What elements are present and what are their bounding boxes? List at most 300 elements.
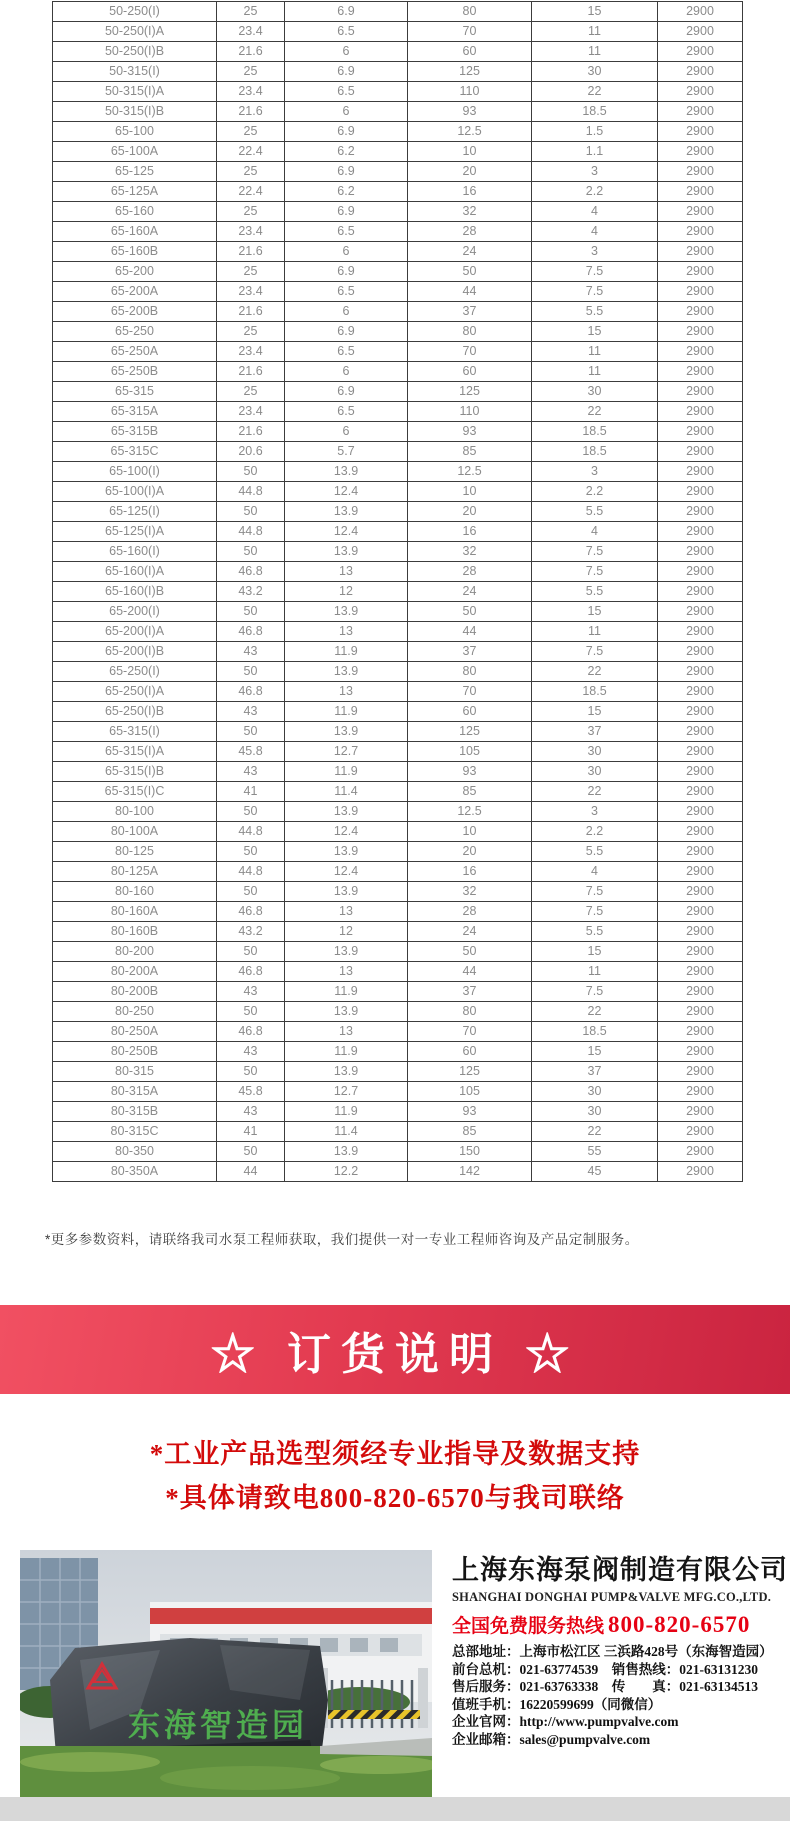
value-cell: 70 (408, 342, 532, 362)
value-cell: 20 (408, 162, 532, 182)
value-cell: 11.9 (285, 982, 408, 1002)
table-row (53, 562, 743, 582)
value-cell: 41 (217, 782, 285, 802)
table-row (53, 762, 743, 782)
value-cell: 60 (408, 702, 532, 722)
table-row (53, 542, 743, 562)
model-cell: 50-250(I) (53, 2, 217, 22)
value-cell: 25 (217, 322, 285, 342)
value-cell: 2900 (658, 122, 743, 142)
value-cell: 10 (408, 142, 532, 162)
value-cell: 2900 (658, 682, 743, 702)
model-cell: 65-250B (53, 362, 217, 382)
value-cell: 2900 (658, 82, 743, 102)
value-cell: 13 (285, 962, 408, 982)
value-cell: 2900 (658, 602, 743, 622)
model-cell: 65-250(I)B (53, 702, 217, 722)
value-cell: 13.9 (285, 462, 408, 482)
value-cell: 15 (532, 1042, 658, 1062)
value-cell: 30 (532, 762, 658, 782)
model-cell: 65-125 (53, 162, 217, 182)
table-row (53, 442, 743, 462)
value-cell: 2900 (658, 982, 743, 1002)
model-cell: 80-200A (53, 962, 217, 982)
model-cell: 80-315A (53, 1082, 217, 1102)
value-cell: 2900 (658, 162, 743, 182)
value-cell: 12.5 (408, 122, 532, 142)
value-cell: 13.9 (285, 1002, 408, 1022)
value-cell: 50 (217, 602, 285, 622)
value-cell: 44 (408, 282, 532, 302)
value-cell: 12.4 (285, 522, 408, 542)
value-cell: 2900 (658, 442, 743, 462)
value-cell: 2900 (658, 662, 743, 682)
table-row (53, 502, 743, 522)
value-cell: 2.2 (532, 182, 658, 202)
value-cell: 43.2 (217, 922, 285, 942)
value-cell: 2900 (658, 722, 743, 742)
value-cell: 12 (285, 922, 408, 942)
value-cell: 2900 (658, 102, 743, 122)
value-cell: 2900 (658, 1162, 743, 1182)
value-cell: 22 (532, 1122, 658, 1142)
value-cell: 24 (408, 582, 532, 602)
value-cell: 50 (217, 942, 285, 962)
table-row (53, 1122, 743, 1142)
model-cell: 80-250A (53, 1022, 217, 1042)
value-cell: 2900 (658, 882, 743, 902)
value-cell: 10 (408, 822, 532, 842)
value-cell: 45.8 (217, 1082, 285, 1102)
value-cell: 15 (532, 602, 658, 622)
value-cell: 2900 (658, 702, 743, 722)
value-cell: 12.4 (285, 822, 408, 842)
value-cell: 6.2 (285, 142, 408, 162)
value-cell: 6 (285, 422, 408, 442)
value-cell: 18.5 (532, 1022, 658, 1042)
table-row (53, 662, 743, 682)
value-cell: 6.5 (285, 22, 408, 42)
value-cell: 2900 (658, 202, 743, 222)
company-detail-line: 值班手机：16220599699（同微信） (452, 1696, 662, 1712)
model-cell: 80-315B (53, 1102, 217, 1122)
table-row (53, 842, 743, 862)
value-cell: 22.4 (217, 182, 285, 202)
table-row (53, 2, 743, 22)
value-cell: 2900 (658, 922, 743, 942)
model-cell: 65-160B (53, 242, 217, 262)
model-cell: 80-315 (53, 1062, 217, 1082)
value-cell: 7.5 (532, 902, 658, 922)
value-cell: 20.6 (217, 442, 285, 462)
value-cell: 21.6 (217, 242, 285, 262)
value-cell: 22 (532, 662, 658, 682)
hotline-number: 800-820-6570 (608, 1612, 751, 1637)
value-cell: 13.9 (285, 942, 408, 962)
company-name-en: SHANGHAI DONGHAI PUMP&VALVE MFG.CO.,LTD. (452, 1590, 772, 1604)
value-cell: 6.5 (285, 222, 408, 242)
value-cell: 37 (532, 1062, 658, 1082)
value-cell: 23.4 (217, 222, 285, 242)
value-cell: 15 (532, 2, 658, 22)
value-cell: 45 (532, 1162, 658, 1182)
table-row (53, 422, 743, 442)
company-detail-line: 售后服务：021-63763338 传 真：021-63134513 (452, 1679, 758, 1694)
value-cell: 46.8 (217, 622, 285, 642)
value-cell: 22 (532, 782, 658, 802)
model-cell: 50-315(I)B (53, 102, 217, 122)
value-cell: 2900 (658, 42, 743, 62)
value-cell: 11.9 (285, 702, 408, 722)
value-cell: 7.5 (532, 262, 658, 282)
value-cell: 2900 (658, 2, 743, 22)
value-cell: 2900 (658, 422, 743, 442)
value-cell: 44.8 (217, 822, 285, 842)
hotline-label: 全国免费服务热线 (452, 1616, 605, 1637)
pump-spec-table (52, 1, 743, 1182)
model-cell: 65-250(I)A (53, 682, 217, 702)
value-cell: 50 (408, 602, 532, 622)
value-cell: 3 (532, 462, 658, 482)
value-cell: 105 (408, 742, 532, 762)
table-row (53, 622, 743, 642)
value-cell: 2900 (658, 282, 743, 302)
model-cell: 50-250(I)A (53, 22, 217, 42)
table-row (53, 102, 743, 122)
value-cell: 2900 (658, 62, 743, 82)
table-row (53, 22, 743, 42)
value-cell: 13.9 (285, 542, 408, 562)
value-cell: 18.5 (532, 442, 658, 462)
value-cell: 125 (408, 382, 532, 402)
value-cell: 11.9 (285, 762, 408, 782)
value-cell: 50 (217, 1002, 285, 1022)
model-cell: 65-315(I) (53, 722, 217, 742)
model-cell: 80-200B (53, 982, 217, 1002)
value-cell: 70 (408, 682, 532, 702)
value-cell: 3 (532, 802, 658, 822)
table-row (53, 722, 743, 742)
value-cell: 2900 (658, 782, 743, 802)
company-detail-line: 企业邮箱：sales@pumpvalve.com (452, 1731, 651, 1747)
model-cell: 65-315A (53, 402, 217, 422)
table-row (53, 862, 743, 882)
company-detail-line: 企业官网：http://www.pumpvalve.com (452, 1714, 679, 1729)
value-cell: 50 (217, 1142, 285, 1162)
value-cell: 50 (217, 842, 285, 862)
table-row (53, 682, 743, 702)
value-cell: 46.8 (217, 902, 285, 922)
table-row (53, 902, 743, 922)
notice-lines (0, 1432, 790, 1520)
value-cell: 16 (408, 182, 532, 202)
value-cell: 50 (217, 462, 285, 482)
model-cell: 65-125A (53, 182, 217, 202)
value-cell: 3 (532, 242, 658, 262)
value-cell: 7.5 (532, 982, 658, 1002)
value-cell: 21.6 (217, 362, 285, 382)
value-cell: 44 (408, 622, 532, 642)
model-cell: 80-250B (53, 1042, 217, 1062)
value-cell: 70 (408, 1022, 532, 1042)
value-cell: 2900 (658, 22, 743, 42)
value-cell: 22 (532, 1002, 658, 1022)
value-cell: 7.5 (532, 282, 658, 302)
value-cell: 2900 (658, 902, 743, 922)
table-row (53, 462, 743, 482)
value-cell: 12.2 (285, 1162, 408, 1182)
model-cell: 65-160(I)B (53, 582, 217, 602)
model-cell: 65-125(I) (53, 502, 217, 522)
value-cell: 2900 (658, 242, 743, 262)
value-cell: 2900 (658, 142, 743, 162)
value-cell: 50 (217, 542, 285, 562)
table-row (53, 282, 743, 302)
value-cell: 32 (408, 882, 532, 902)
value-cell: 50 (217, 502, 285, 522)
value-cell: 6.9 (285, 382, 408, 402)
value-cell: 2900 (658, 1142, 743, 1162)
value-cell: 12 (285, 582, 408, 602)
value-cell: 70 (408, 22, 532, 42)
value-cell: 6 (285, 302, 408, 322)
value-cell: 6.5 (285, 342, 408, 362)
table-row (53, 782, 743, 802)
model-cell: 80-350A (53, 1162, 217, 1182)
value-cell: 37 (532, 722, 658, 742)
value-cell: 23.4 (217, 282, 285, 302)
value-cell: 30 (532, 1102, 658, 1122)
value-cell: 22.4 (217, 142, 285, 162)
value-cell: 1.5 (532, 122, 658, 142)
value-cell: 2900 (658, 382, 743, 402)
table-row (53, 1102, 743, 1122)
value-cell: 32 (408, 542, 532, 562)
value-cell: 12.7 (285, 742, 408, 762)
value-cell: 12.7 (285, 1082, 408, 1102)
value-cell: 50 (217, 662, 285, 682)
value-cell: 2900 (658, 762, 743, 782)
table-row (53, 362, 743, 382)
value-cell: 11 (532, 42, 658, 62)
value-cell: 6.9 (285, 162, 408, 182)
value-cell: 25 (217, 382, 285, 402)
value-cell: 46.8 (217, 682, 285, 702)
value-cell: 50 (217, 802, 285, 822)
value-cell: 46.8 (217, 562, 285, 582)
value-cell: 93 (408, 762, 532, 782)
value-cell: 13.9 (285, 802, 408, 822)
value-cell: 4 (532, 222, 658, 242)
model-cell: 65-200(I) (53, 602, 217, 622)
value-cell: 2900 (658, 842, 743, 862)
value-cell: 7.5 (532, 562, 658, 582)
value-cell: 24 (408, 242, 532, 262)
value-cell: 1.1 (532, 142, 658, 162)
value-cell: 55 (532, 1142, 658, 1162)
model-cell: 65-315C (53, 442, 217, 462)
value-cell: 2900 (658, 1002, 743, 1022)
value-cell: 85 (408, 782, 532, 802)
value-cell: 21.6 (217, 42, 285, 62)
value-cell: 13 (285, 1022, 408, 1042)
value-cell: 2900 (658, 1082, 743, 1102)
value-cell: 2900 (658, 1062, 743, 1082)
value-cell: 2900 (658, 942, 743, 962)
value-cell: 18.5 (532, 682, 658, 702)
value-cell: 6.9 (285, 62, 408, 82)
value-cell: 25 (217, 62, 285, 82)
company-contact-details (452, 1643, 782, 1748)
value-cell: 20 (408, 842, 532, 862)
table-row (53, 242, 743, 262)
model-cell: 65-250 (53, 322, 217, 342)
model-cell: 65-100(I)A (53, 482, 217, 502)
value-cell: 60 (408, 42, 532, 62)
table-row (53, 522, 743, 542)
value-cell: 23.4 (217, 402, 285, 422)
value-cell: 6.9 (285, 2, 408, 22)
value-cell: 105 (408, 1082, 532, 1102)
value-cell: 13.9 (285, 722, 408, 742)
value-cell: 11 (532, 362, 658, 382)
value-cell: 93 (408, 422, 532, 442)
value-cell: 93 (408, 102, 532, 122)
value-cell: 2.2 (532, 482, 658, 502)
value-cell: 46.8 (217, 1022, 285, 1042)
company-name-cn: 上海东海泵阀制造有限公司 (452, 1555, 788, 1585)
table-row (53, 402, 743, 422)
table-row (53, 222, 743, 242)
value-cell: 2.2 (532, 822, 658, 842)
value-cell: 13.9 (285, 1062, 408, 1082)
table-row (53, 1062, 743, 1082)
value-cell: 43 (217, 1042, 285, 1062)
table-row (53, 1142, 743, 1162)
value-cell: 6 (285, 362, 408, 382)
model-cell: 50-315(I) (53, 62, 217, 82)
value-cell: 43 (217, 702, 285, 722)
value-cell: 50 (217, 882, 285, 902)
value-cell: 28 (408, 902, 532, 922)
model-cell: 80-350 (53, 1142, 217, 1162)
table-row (53, 582, 743, 602)
value-cell: 2900 (658, 342, 743, 362)
value-cell: 25 (217, 122, 285, 142)
value-cell: 5.5 (532, 842, 658, 862)
model-cell: 65-160A (53, 222, 217, 242)
table-row (53, 1042, 743, 1062)
table-row (53, 342, 743, 362)
table-row (53, 162, 743, 182)
value-cell: 23.4 (217, 22, 285, 42)
table-row (53, 122, 743, 142)
model-cell: 65-315(I)B (53, 762, 217, 782)
model-cell: 65-160(I)A (53, 562, 217, 582)
service-hotline (452, 1611, 782, 1638)
value-cell: 43 (217, 642, 285, 662)
value-cell: 43.2 (217, 582, 285, 602)
model-cell: 65-100A (53, 142, 217, 162)
value-cell: 7.5 (532, 882, 658, 902)
value-cell: 13.9 (285, 882, 408, 902)
value-cell: 85 (408, 1122, 532, 1142)
table-row (53, 962, 743, 982)
value-cell: 80 (408, 2, 532, 22)
model-cell: 65-315(I)C (53, 782, 217, 802)
value-cell: 4 (532, 862, 658, 882)
model-cell: 80-160 (53, 882, 217, 902)
value-cell: 125 (408, 62, 532, 82)
value-cell: 30 (532, 382, 658, 402)
value-cell: 93 (408, 1102, 532, 1122)
value-cell: 50 (408, 942, 532, 962)
value-cell: 46.8 (217, 962, 285, 982)
value-cell: 6.9 (285, 262, 408, 282)
value-cell: 50 (217, 722, 285, 742)
value-cell: 7.5 (532, 542, 658, 562)
value-cell: 12.5 (408, 462, 532, 482)
order-banner (0, 1305, 790, 1394)
value-cell: 12.4 (285, 862, 408, 882)
value-cell: 15 (532, 942, 658, 962)
value-cell: 6 (285, 242, 408, 262)
value-cell: 2900 (658, 222, 743, 242)
value-cell: 11 (532, 342, 658, 362)
model-cell: 65-315(I)A (53, 742, 217, 762)
value-cell: 18.5 (532, 422, 658, 442)
company-info (452, 1548, 788, 1748)
value-cell: 6 (285, 102, 408, 122)
value-cell: 5.5 (532, 302, 658, 322)
model-cell: 65-315B (53, 422, 217, 442)
table-row (53, 942, 743, 962)
value-cell: 25 (217, 262, 285, 282)
value-cell: 125 (408, 1062, 532, 1082)
table-row (53, 302, 743, 322)
model-cell: 80-100A (53, 822, 217, 842)
value-cell: 2900 (658, 742, 743, 762)
value-cell: 28 (408, 222, 532, 242)
value-cell: 2900 (658, 362, 743, 382)
table-row (53, 742, 743, 762)
value-cell: 13 (285, 562, 408, 582)
company-detail-line: 前台总机：021-63774539 销售热线：021-63131230 (452, 1661, 758, 1677)
value-cell: 6.5 (285, 282, 408, 302)
model-cell: 65-100 (53, 122, 217, 142)
value-cell: 21.6 (217, 302, 285, 322)
value-cell: 2900 (658, 962, 743, 982)
value-cell: 18.5 (532, 102, 658, 122)
value-cell: 80 (408, 1002, 532, 1022)
value-cell: 11.4 (285, 1122, 408, 1142)
model-cell: 65-160(I) (53, 542, 217, 562)
model-cell: 80-125 (53, 842, 217, 862)
value-cell: 50 (217, 1062, 285, 1082)
value-cell: 6.5 (285, 402, 408, 422)
notice-line: *具体请致电800-820-6570与我司联络 (165, 1483, 625, 1513)
model-cell: 65-200A (53, 282, 217, 302)
value-cell: 11.9 (285, 1042, 408, 1062)
table-row (53, 1082, 743, 1102)
value-cell: 2900 (658, 262, 743, 282)
value-cell: 2900 (658, 542, 743, 562)
value-cell: 13 (285, 622, 408, 642)
table-row (53, 642, 743, 662)
value-cell: 6 (285, 42, 408, 62)
value-cell: 2900 (658, 462, 743, 482)
value-cell: 11 (532, 22, 658, 42)
